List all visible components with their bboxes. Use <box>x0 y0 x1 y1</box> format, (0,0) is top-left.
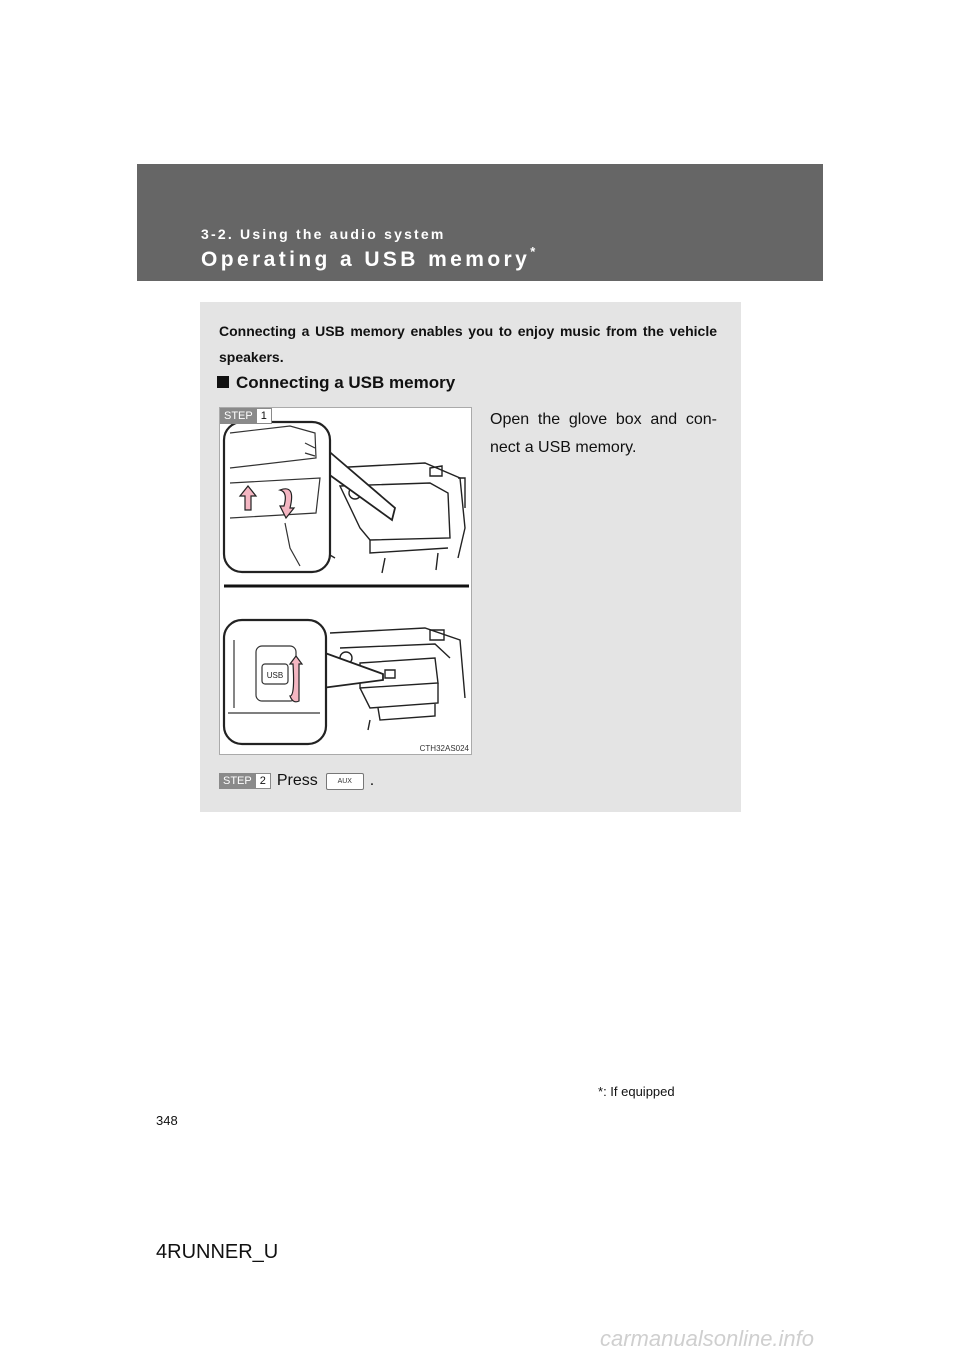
model-code: 4RUNNER_U <box>156 1241 279 1263</box>
step1-text: Open the glove box and con-nect a USB memory. <box>490 411 717 456</box>
step1-badge-number: 1 <box>257 408 272 424</box>
step2-text: Press <box>276 772 318 789</box>
figure-code: CTH32AS024 <box>419 744 469 753</box>
step1-badge-label: STEP <box>220 408 257 424</box>
watermark: carmanualsonline.info <box>600 1326 815 1351</box>
footnote-mark: * <box>598 1084 604 1099</box>
step2-period: . <box>369 772 375 789</box>
intro-text: Connecting a USB memory enables you to enjoy music from the vehicle speakers. <box>219 323 717 365</box>
page-number: 348 <box>156 1113 178 1128</box>
step2-badge-label: STEP <box>219 773 256 789</box>
step2 <box>219 772 374 790</box>
footnote <box>598 1084 675 1099</box>
usb-port-label: USB <box>266 671 284 680</box>
subheading-text: Connecting a USB memory <box>236 373 456 392</box>
dashboard-drawing <box>220 408 472 755</box>
section-header <box>137 164 823 281</box>
aux-button-icon: AUX <box>326 773 364 790</box>
square-bullet-icon <box>217 376 229 388</box>
equipped-mark: * <box>530 244 536 259</box>
page-title <box>201 246 535 272</box>
subheading <box>217 373 455 393</box>
footnote-text: : If equipped <box>603 1084 675 1099</box>
page-title-text: Operating a USB memory <box>201 248 531 271</box>
step2-badge <box>219 773 271 789</box>
step1-badge <box>220 408 272 424</box>
content-box <box>200 302 741 812</box>
section-label: 3-2. Using the audio system <box>201 226 446 242</box>
step2-badge-number: 2 <box>256 773 271 789</box>
glove-box-illustration <box>219 407 472 755</box>
